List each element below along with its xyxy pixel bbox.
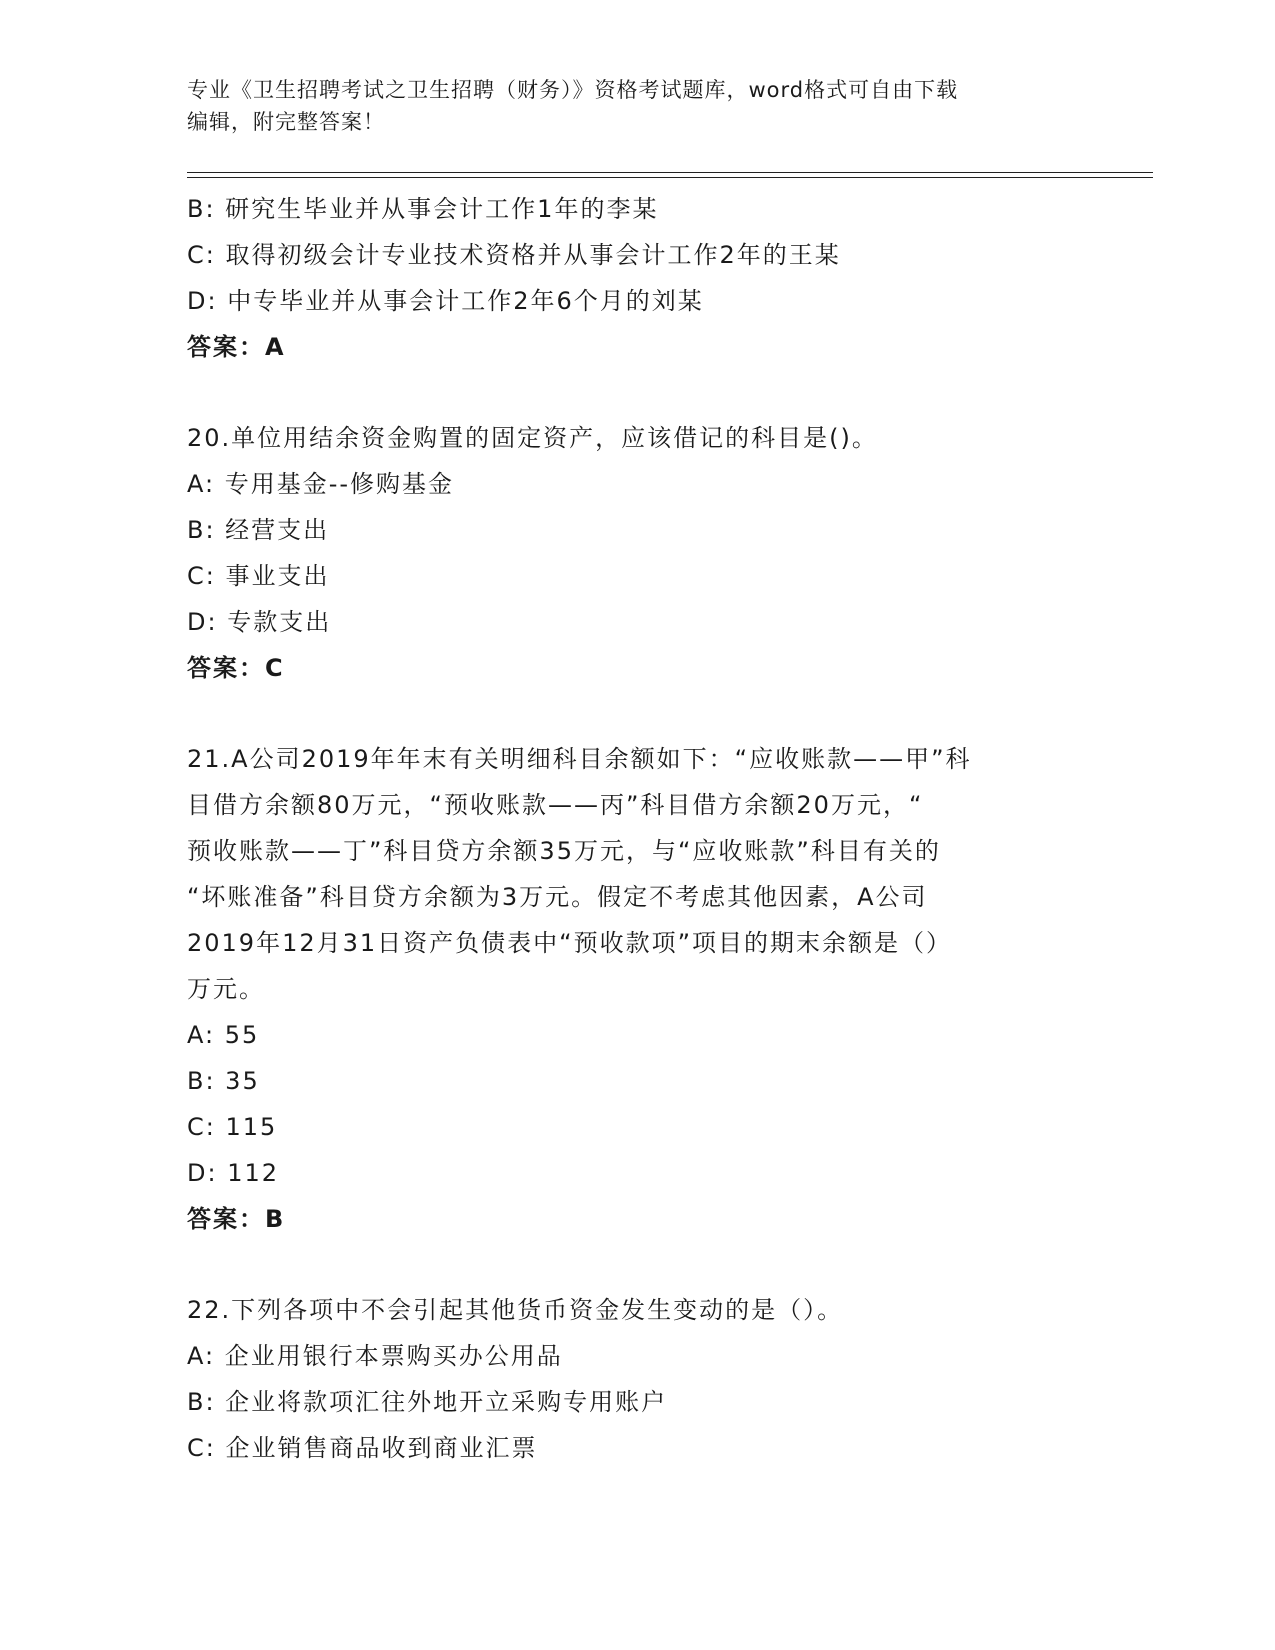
question-22 [187,1287,1087,1471]
answer: 答案：B [187,1205,286,1233]
option-c: C: 115 [187,1113,278,1141]
option-b: B: 研究生毕业并从事会计工作1年的李某 [187,195,659,223]
option-c: C: 企业销售商品收到商业汇票 [187,1434,538,1462]
page-header [187,74,1087,138]
option-c: C: 事业支出 [187,562,330,590]
question-title: 22.下列各项中不会引起其他货币资金发生变动的是（）。 [187,1296,844,1324]
question-content [187,186,1087,1471]
question-title-line: 预收账款——丁”科目贷方余额35万元，与“应收账款”科目有关的 [187,837,941,865]
header-line-2: 编辑，附完整答案！ [187,110,385,134]
question-title-line: 万元。 [187,975,265,1003]
option-b: B: 企业将款项汇往外地开立采购专用账户 [187,1388,668,1416]
answer: 答案：A [187,333,286,361]
question-title-line: 21.A公司2019年年末有关明细科目余额如下：“应收账款——甲”科 [187,745,972,773]
option-a: A: 专用基金--修购基金 [187,470,455,498]
question-title-line: 2019年12月31日资产负债表中“预收款项”项目的期末余额是（） [187,929,953,957]
spacer [187,370,1087,415]
spacer [187,691,1087,736]
header-line-1: 专业《卫生招聘考试之卫生招聘（财务）》资格考试题库，word格式可自由下载 [187,78,959,102]
header-rule-bottom [187,177,1153,178]
option-d: D: 专款支出 [187,608,332,636]
option-a: A: 企业用银行本票购买办公用品 [187,1342,563,1370]
question-21 [187,736,1087,1242]
spacer [187,1242,1087,1287]
question-title: 20.单位用结余资金购置的固定资产，应该借记的科目是()。 [187,424,878,452]
option-d: D: 中专毕业并从事会计工作2年6个月的刘某 [187,287,704,315]
question-20 [187,415,1087,691]
option-c: C: 取得初级会计专业技术资格并从事会计工作2年的王某 [187,241,841,269]
option-b: B: 经营支出 [187,516,330,544]
question-title-line: 目借方余额80万元，“预收账款——丙”科目借方余额20万元，“ [187,791,924,819]
header-rule-top [187,172,1153,173]
option-a: A: 55 [187,1021,260,1049]
answer: 答案：C [187,654,285,682]
option-b: B: 35 [187,1067,260,1095]
question-19-tail [187,186,1087,370]
option-d: D: 112 [187,1159,280,1187]
question-title-line: “坏账准备”科目贷方余额为3万元。假定不考虑其他因素，A公司 [187,883,928,911]
